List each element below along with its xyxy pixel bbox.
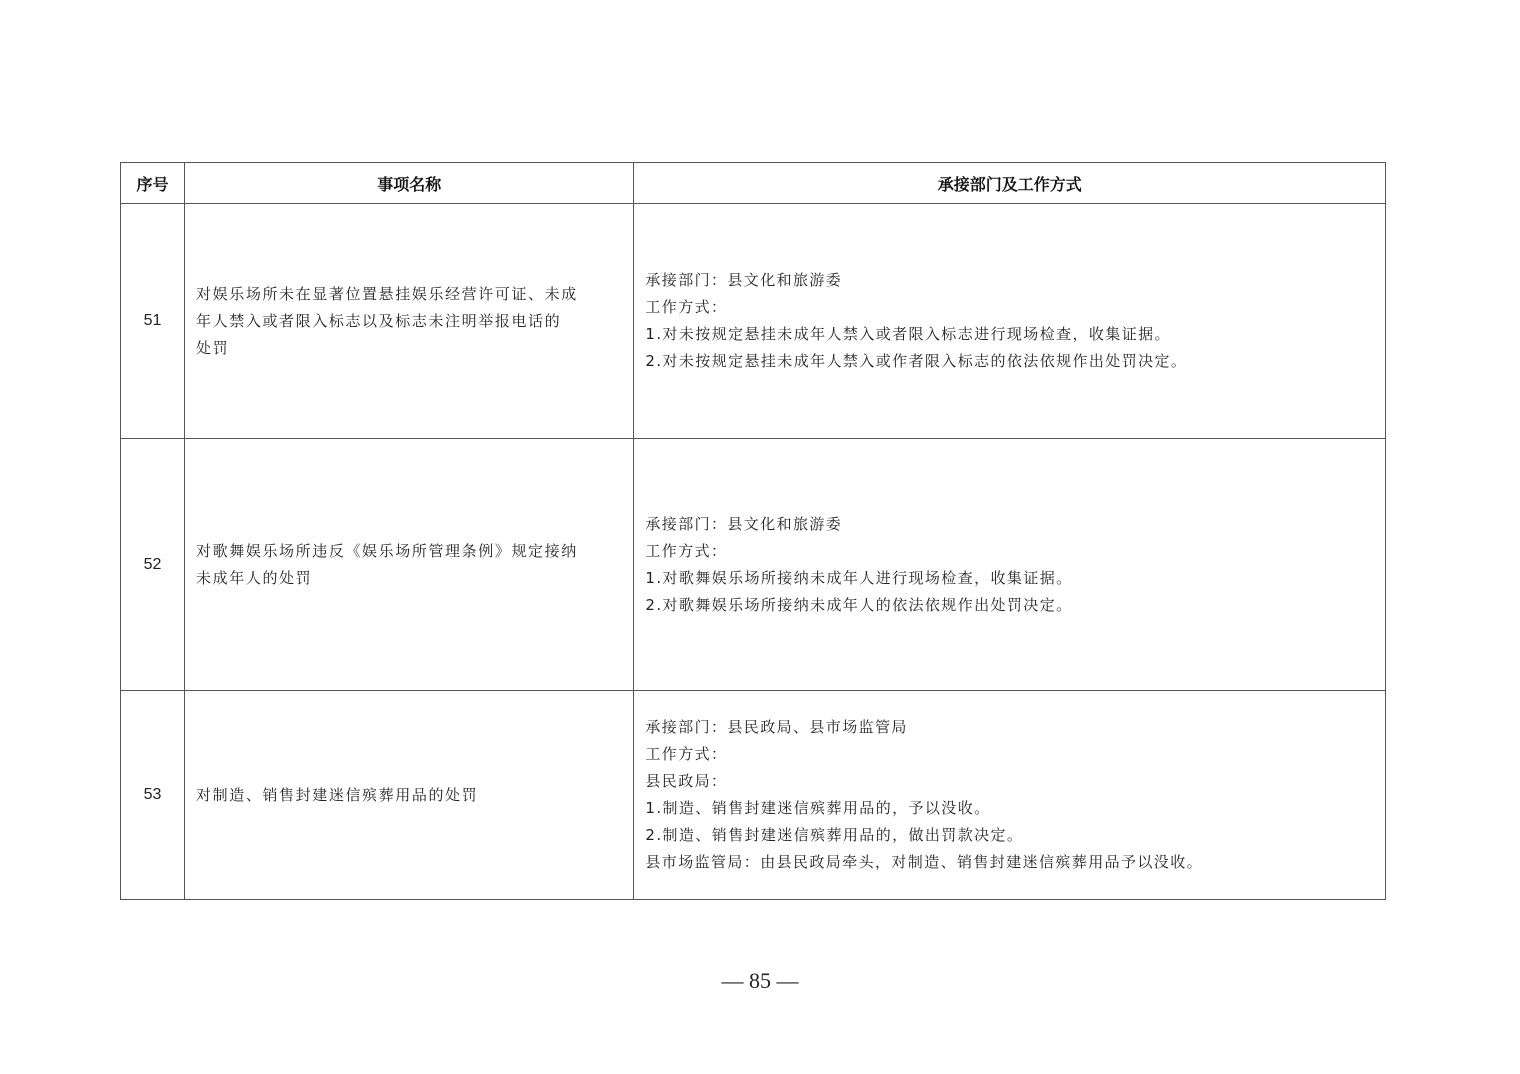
dept-line: 2.对歌舞娱乐场所接纳未成年人的依法依规作出处罚决定。 (645, 595, 1073, 614)
header-number: 序号 (121, 163, 185, 204)
row-number: 53 (121, 691, 185, 900)
table-row (121, 691, 1386, 900)
dept-line: 1.对未按规定悬挂未成年人禁入或者限入标志进行现场检查，收集证据。 (645, 325, 1171, 343)
dept-line: 工作方式： (645, 541, 728, 560)
item-name-line: 处罚 (196, 338, 230, 357)
dept-line: 承接部门：县文化和旅游委 (645, 514, 843, 533)
dept-line: 县民政局： (645, 772, 728, 790)
dept-line: 2.对未按规定悬挂未成年人禁入或作者限入标志的依法依规作出处罚决定。 (645, 352, 1188, 370)
item-name-cell (185, 204, 634, 439)
table-header-row (121, 163, 1386, 204)
department-method-cell (634, 691, 1386, 900)
dept-line: 1.制造、销售封建迷信殡葬用品的，予以没收。 (645, 799, 991, 817)
dept-line: 2.制造、销售封建迷信殡葬用品的，做出罚款决定。 (645, 826, 1024, 844)
table-row (121, 439, 1386, 691)
header-item-name: 事项名称 (185, 163, 634, 204)
dept-line: 承接部门：县民政局、县市场监管局 (645, 718, 908, 736)
header-department-method: 承接部门及工作方式 (634, 163, 1386, 204)
dept-line: 工作方式： (645, 745, 728, 763)
dept-line: 1.对歌舞娱乐场所接纳未成年人进行现场检查，收集证据。 (645, 568, 1073, 587)
item-name-line: 年人禁入或者限入标志以及标志未注明举报电话的 (196, 311, 562, 330)
dept-line: 县市场监管局：由县民政局牵头，对制造、销售封建迷信殡葬用品予以没收。 (645, 853, 1203, 871)
department-method-cell (634, 439, 1386, 691)
item-name-cell (185, 691, 634, 900)
dept-line: 承接部门：县文化和旅游委 (645, 271, 843, 289)
department-method-cell (634, 204, 1386, 439)
row-number: 51 (121, 204, 185, 439)
items-table (120, 162, 1386, 900)
dept-line: 工作方式： (645, 298, 728, 316)
page-number: — 85 — (721, 968, 799, 993)
item-name-line: 未成年人的处罚 (196, 568, 313, 587)
item-name-line: 对歌舞娱乐场所违反《娱乐场所管理条例》规定接纳 (196, 541, 578, 560)
table-row (121, 204, 1386, 439)
item-name-line: 对制造、销售封建迷信殡葬用品的处罚 (196, 785, 479, 804)
item-name-line: 对娱乐场所未在显著位置悬挂娱乐经营许可证、未成 (196, 284, 578, 303)
row-number: 52 (121, 439, 185, 691)
item-name-cell (185, 439, 634, 691)
